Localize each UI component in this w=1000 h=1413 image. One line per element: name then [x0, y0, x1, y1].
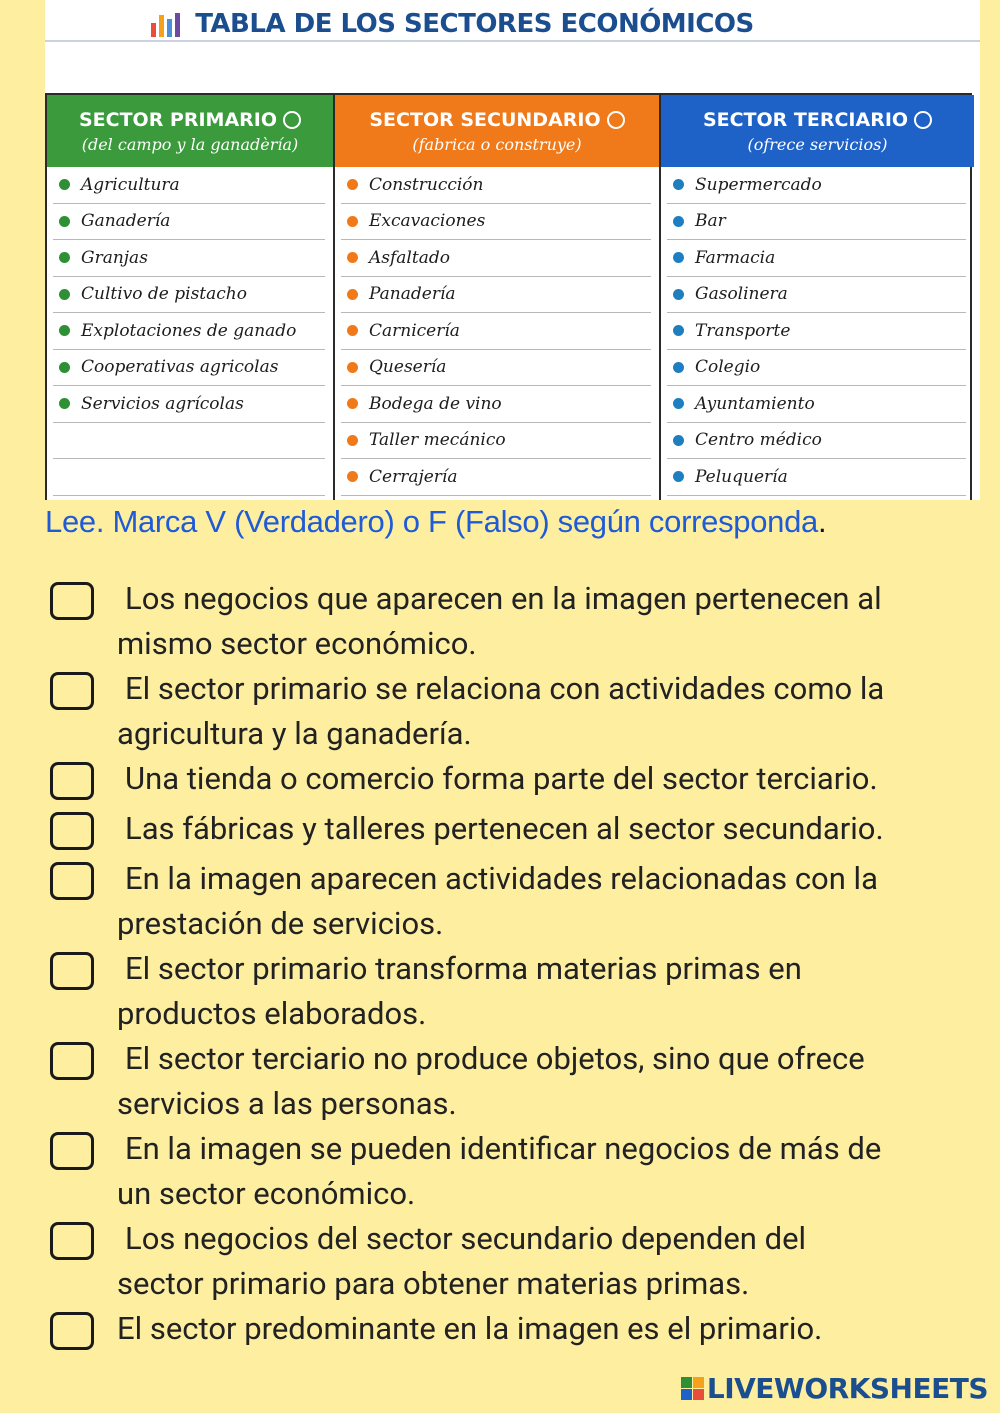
question-text: Las fábricas y talleres pertenecen al sector secundario.	[125, 810, 884, 847]
list-item	[341, 459, 651, 496]
sector-title-text: SECTOR SECUNDARIO	[369, 108, 601, 131]
sector-column	[47, 95, 335, 500]
list-item-label: Peluquería	[695, 466, 788, 487]
bullet-dot-icon	[347, 289, 358, 300]
bullet-dot-icon	[673, 289, 684, 300]
liveworksheets-brand	[681, 1372, 988, 1405]
bullet-dot-icon	[673, 252, 684, 263]
list-item-label: Farmacia	[695, 247, 776, 268]
question-text: Los negocios del sector secundario dependen del	[125, 1220, 807, 1257]
list-item-label: Colegio	[695, 357, 761, 378]
bullet-dot-icon	[673, 398, 684, 409]
sector-header	[335, 95, 659, 167]
question-text: El sector terciario no produce objetos, sino que ofrece	[125, 1040, 865, 1077]
list-item-label: Excavaciones	[369, 211, 486, 232]
bullet-dot-icon	[673, 216, 684, 227]
list-item-label: Ganadería	[81, 211, 171, 232]
list-item	[667, 386, 966, 423]
list-item-label: Panadería	[369, 284, 456, 305]
list-item	[341, 277, 651, 314]
sector-column	[661, 95, 974, 500]
bullet-dot-icon	[59, 179, 70, 190]
question-text: En la imagen se pueden identificar negocios de más de	[125, 1130, 882, 1167]
list-item-label: Supermercado	[695, 174, 822, 195]
sector-title	[335, 109, 659, 131]
title-divider	[45, 40, 980, 42]
bullet-dot-icon	[59, 216, 70, 227]
bullet-dot-icon	[347, 435, 358, 446]
list-item-label: Explotaciones de ganado	[81, 320, 297, 341]
bullet-dot-icon	[347, 179, 358, 190]
sector-item-list	[661, 167, 974, 496]
bullet-dot-icon	[347, 362, 358, 373]
question-text-continued: productos elaborados.	[117, 995, 427, 1032]
list-item	[341, 386, 651, 423]
list-item	[53, 350, 325, 387]
list-item-label: Ayuntamiento	[695, 393, 815, 414]
sector-header	[47, 95, 333, 167]
liveworksheets-logo-icon	[681, 1377, 704, 1400]
list-item	[341, 423, 651, 460]
list-item	[53, 423, 325, 460]
list-item-label: Cooperativas agricolas	[81, 357, 279, 378]
list-item	[53, 313, 325, 350]
list-item	[341, 204, 651, 241]
bullet-dot-icon	[347, 252, 358, 263]
answer-checkbox[interactable]	[50, 582, 94, 620]
sector-title	[47, 109, 333, 131]
answer-checkbox[interactable]	[50, 952, 94, 990]
sector-title-text: SECTOR TERCIARIO	[702, 108, 909, 131]
question-text-continued: un sector económico.	[117, 1175, 416, 1212]
list-item	[667, 423, 966, 460]
list-item-label: Transporte	[695, 320, 791, 341]
question-text: Los negocios que aparecen en la imagen pertenecen al	[125, 580, 882, 617]
bullet-dot-icon	[673, 325, 684, 336]
bullet-dot-icon	[347, 471, 358, 482]
bullet-dot-icon	[347, 325, 358, 336]
question-text-continued: servicios a las personas.	[117, 1085, 457, 1122]
list-item-label: Agricultura	[81, 174, 180, 195]
question-text: El sector primario transforma materias primas en	[125, 950, 802, 987]
bullet-dot-icon	[673, 179, 684, 190]
list-item-label: Construcción	[369, 174, 484, 195]
list-item-label: Granjas	[81, 247, 148, 268]
list-item	[341, 313, 651, 350]
list-item	[53, 204, 325, 241]
bar-chart-icon	[151, 11, 185, 37]
question-text: El sector primario se relaciona con actividades como la	[125, 670, 885, 707]
bullet-dot-icon	[673, 435, 684, 446]
sector-column	[335, 95, 661, 500]
sector-subtitle: (ofrece servicios)	[747, 134, 888, 154]
list-item	[341, 350, 651, 387]
list-item-label: Centro médico	[695, 430, 822, 451]
list-item-label: Bodega de vino	[369, 393, 502, 414]
circle-icon	[607, 111, 625, 129]
question-text-continued: sector primario para obtener materias primas.	[117, 1265, 750, 1302]
answer-checkbox[interactable]	[50, 672, 94, 710]
sector-title-text: SECTOR PRIMARIO	[78, 108, 278, 131]
circle-icon	[914, 111, 932, 129]
list-item	[53, 459, 325, 496]
list-item-label: Servicios agrícolas	[81, 393, 244, 414]
question-text-continued: mismo sector económico.	[117, 625, 477, 662]
bullet-dot-icon	[347, 216, 358, 227]
question-text-continued: agricultura y la ganadería.	[117, 715, 472, 752]
list-item	[667, 204, 966, 241]
list-item-label: Cultivo de pistacho	[81, 284, 247, 305]
sectors-table-card	[45, 0, 980, 500]
answer-checkbox[interactable]	[50, 1312, 94, 1350]
circle-icon	[283, 111, 301, 129]
bullet-dot-icon	[59, 252, 70, 263]
list-item	[53, 386, 325, 423]
sector-subtitle: (del campo y la ganadèría)	[81, 134, 299, 154]
list-item-label: Bar	[695, 211, 726, 232]
sector-item-list	[335, 167, 659, 496]
answer-checkbox[interactable]	[50, 1042, 94, 1080]
bullet-dot-icon	[347, 398, 358, 409]
sector-title	[661, 109, 974, 131]
answer-checkbox[interactable]	[50, 1132, 94, 1170]
question-text: Una tienda o comercio forma parte del sector terciario.	[125, 760, 878, 797]
sector-header	[661, 95, 974, 167]
brand-name: LIVEWORKSHEETS	[706, 1372, 988, 1405]
sector-subtitle: (fabrica o construye)	[412, 134, 582, 154]
list-item-label: Gasolinera	[695, 284, 788, 305]
answer-checkbox[interactable]	[50, 812, 94, 850]
list-item	[341, 240, 651, 277]
bullet-dot-icon	[59, 325, 70, 336]
list-item-label: Taller mecánico	[369, 430, 506, 451]
bullet-dot-icon	[59, 289, 70, 300]
table-title: TABLA DE LOS SECTORES ECONÓMICOS	[195, 9, 754, 39]
list-item-label: Carnicería	[369, 320, 460, 341]
instruction-text: Lee. Marca V (Verdadero) o F (Falso) según corresponda.	[45, 504, 827, 539]
list-item	[53, 240, 325, 277]
sector-grid	[45, 93, 972, 500]
list-item	[667, 313, 966, 350]
list-item	[341, 167, 651, 204]
bullet-dot-icon	[673, 471, 684, 482]
list-item	[667, 350, 966, 387]
bullet-dot-icon	[673, 362, 684, 373]
answer-checkbox[interactable]	[50, 1222, 94, 1260]
list-item	[667, 459, 966, 496]
list-item	[667, 240, 966, 277]
question-text: El sector predominante en la imagen es el primario.	[117, 1310, 823, 1347]
list-item-label: Cerrajería	[369, 466, 458, 487]
answer-checkbox[interactable]	[50, 762, 94, 800]
list-item-label: Asfaltado	[369, 247, 450, 268]
bullet-dot-icon	[59, 398, 70, 409]
answer-checkbox[interactable]	[50, 862, 94, 900]
list-item	[53, 167, 325, 204]
list-item	[667, 277, 966, 314]
bullet-dot-icon	[59, 362, 70, 373]
list-item	[53, 277, 325, 314]
sector-item-list	[47, 167, 333, 496]
question-text-continued: prestación de servicios.	[117, 905, 444, 942]
list-item-label: Quesería	[369, 357, 447, 378]
question-text: En la imagen aparecen actividades relacionadas con la	[125, 860, 878, 897]
list-item	[667, 167, 966, 204]
